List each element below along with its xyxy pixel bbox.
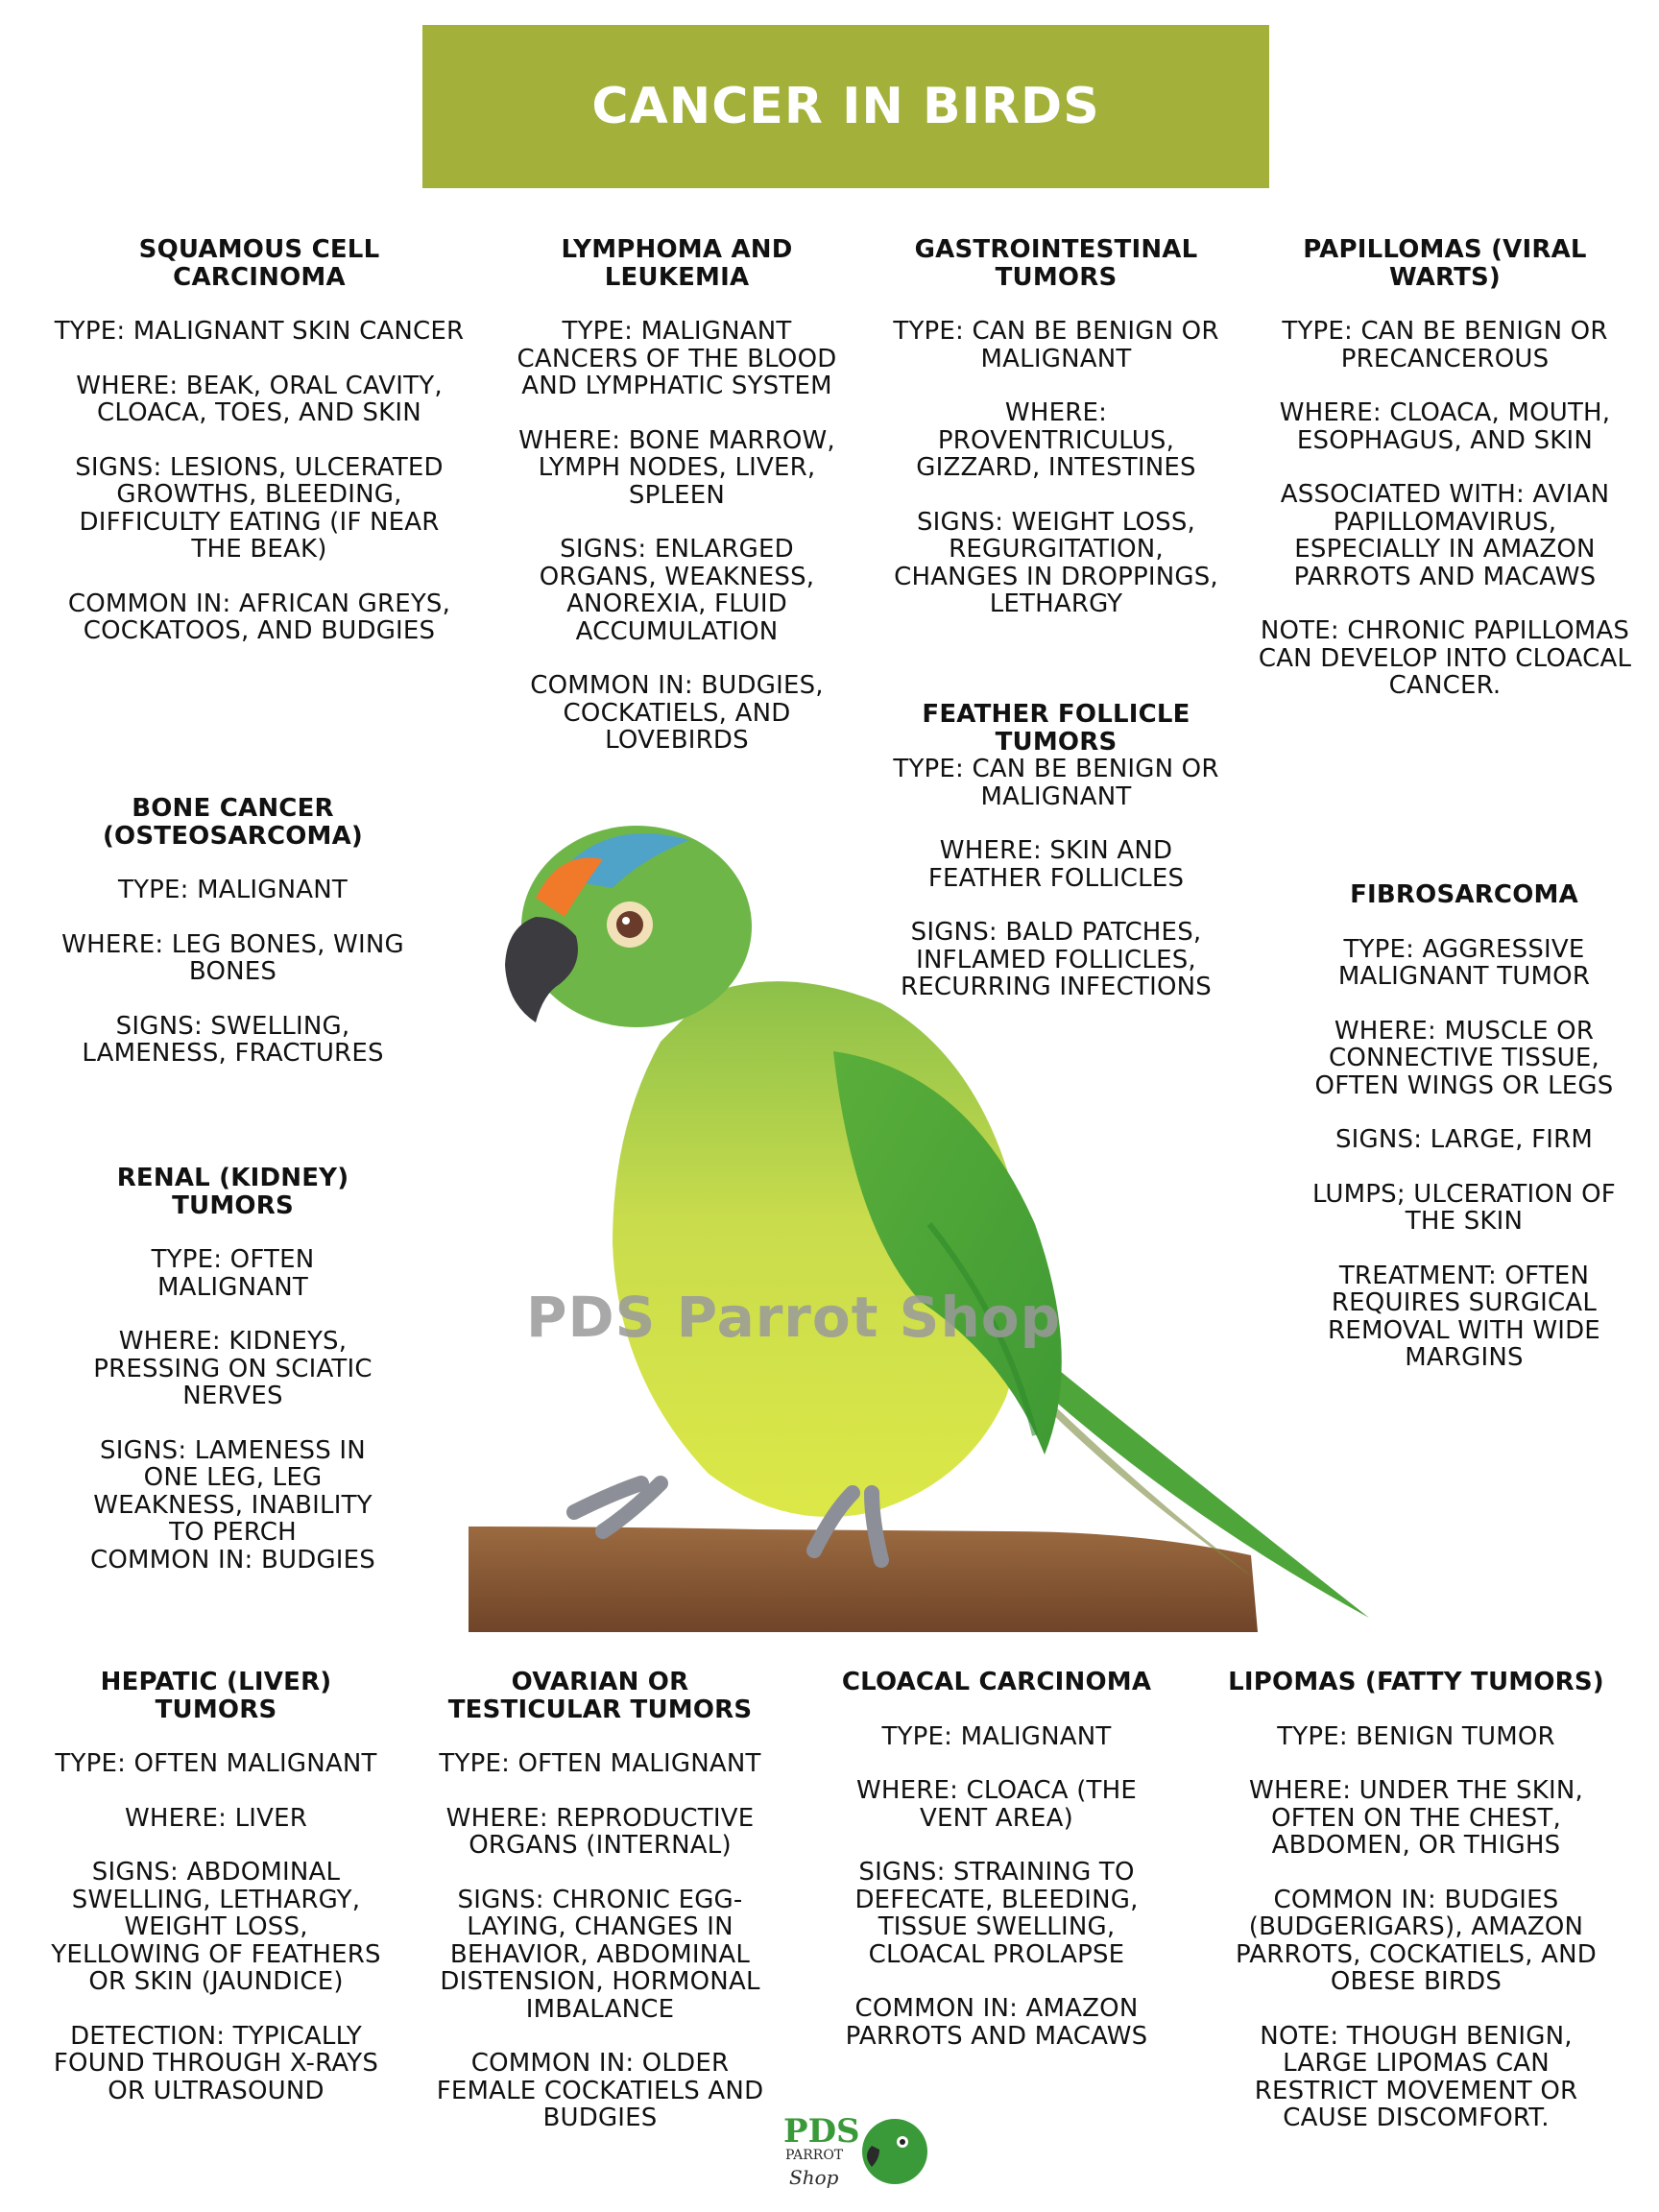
common-text: COMMON IN: BUDGIES, COCKATIELS, AND LOVEBIRDS [530,671,824,755]
section-title: FEATHER FOLLICLE TUMORS [922,700,1190,757]
common-text: COMMON IN: BUDGIES (BUDGERIGARS), AMAZON PARROTS, COCKATIELS, AND OBESE BIRDS [1236,1885,1597,1996]
title-banner [422,25,1269,188]
eye [616,911,643,938]
logo-main-text: PDS [783,2112,860,2151]
where-text: WHERE: PROVENTRICULUS, GIZZARD, INTESTINES [916,398,1196,482]
where-text: WHERE: LEG BONES, WING BONES [61,929,404,986]
where-text: WHERE: MUSCLE OR CONNECTIVE TISSUE, OFTEN WINGS OR LEGS [1314,1016,1614,1100]
section-title: BONE CANCER (OSTEOSARCOMA) [102,794,364,851]
type-text: TYPE: OFTEN MALIGNANT [151,1245,315,1302]
where-text: WHERE: UNDER THE SKIN, OFTEN ON THE CHEST, ABDOMEN, OR THIGHS [1249,1776,1583,1860]
common-text: COMMON IN: AMAZON PARROTS AND MACAWS [845,1994,1148,2051]
type-text: TYPE: MALIGNANT [118,876,348,904]
where-text: WHERE: BONE MARROW, LYMPH NODES, LIVER, SPLEEN [518,425,835,510]
type-text: TYPE: OFTEN MALIGNANT [55,1749,377,1778]
watermark-text: PDS Parrot Shop [526,1285,1062,1350]
section-title: FIBROSARCOMA [1350,880,1578,909]
section-title: LYMPHOMA AND LEUKEMIA [561,235,793,292]
detection-text: DETECTION: TYPICALLY FOUND THROUGH X-RAYS OR ULTRASOUND [53,2021,379,2105]
treatment-text: TREATMENT: OFTEN REQUIRES SURGICAL REMOVAL WITH WIDE MARGINS [1328,1261,1600,1372]
signs-text: SIGNS: BALD PATCHES, INFLAMED FOLLICLES, RECURRING INFECTIONS [901,918,1212,1001]
signs-text: SIGNS: ENLARGED ORGANS, WEAKNESS, ANOREXIA, FLUID ACCUMULATION [539,535,815,646]
section-papillomas [1258,236,1632,700]
section-lymphoma-leukemia [509,236,845,755]
signs-text: SIGNS: ABDOMINAL SWELLING, LETHARGY, WEIGHT LOSS, YELLOWING OF FEATHERS OR SKIN (JAUNDICE) [51,1858,381,1996]
section-title: SQUAMOUS CELL CARCINOMA [138,235,380,292]
section-title: OVARIAN OR TESTICULAR TUMORS [447,1668,753,1724]
note-text: NOTE: THOUGH BENIGN, LARGE LIPOMAS CAN RESTRICT MOVEMENT OR CAUSE DISCOMFORT. [1254,2021,1578,2132]
where-text: WHERE: CLOACA, MOUTH, ESOPHAGUS, AND SKIN [1279,398,1611,455]
section-title: LIPOMAS (FATTY TUMORS) [1228,1668,1604,1696]
section-title: RENAL (KIDNEY) TUMORS [116,1164,349,1220]
signs-text: SIGNS: STRAINING TO DEFECATE, BLEEDING, TISSUE SWELLING, CLOACAL PROLAPSE [854,1858,1139,1969]
type-text: TYPE: MALIGNANT SKIN CANCER [54,317,465,346]
common-text: COMMON IN: OLDER FEMALE COCKATIELS AND BUDGIES [436,2049,764,2132]
section-title: PAPILLOMAS (VIRAL WARTS) [1303,235,1587,292]
section-squamous-cell-carcinoma [53,236,466,645]
type-text: TYPE: CAN BE BENIGN OR MALIGNANT [893,317,1219,373]
common-text: COMMON IN: BUDGIES [89,1545,376,1575]
where-text: WHERE: CLOACA (THE VENT AREA) [855,1776,1138,1833]
logo-sub-text: PARROT [785,2148,844,2163]
section-title: HEPATIC (LIVER) TUMORS [100,1668,332,1724]
where-text: WHERE: SKIN AND FEATHER FOLLICLES [927,836,1185,893]
section-bone-cancer [53,795,413,1068]
signs-text: SIGNS: WEIGHT LOSS, REGURGITATION, CHANGES IN DROPPINGS, LETHARGY [894,507,1218,618]
section-hepatic-tumors [48,1669,384,2104]
where-text: WHERE: REPRODUCTIVE ORGANS (INTERNAL) [445,1803,755,1860]
section-lipomas [1224,1669,1608,2132]
signs-text: SIGNS: CHRONIC EGG-LAYING, CHANGES IN BEHAVIOR, ABDOMINAL DISTENSION, HORMONAL IMBALANCE [440,1885,760,2024]
type-text: TYPE: AGGRESSIVE MALIGNANT TUMOR [1337,934,1591,991]
type-text: TYPE: OFTEN MALIGNANT [439,1749,761,1778]
type-text: TYPE: MALIGNANT [881,1721,1112,1751]
pds-parrot-shop-logo [780,2107,929,2196]
signs-text: SIGNS: LESIONS, ULCERATED GROWTHS, BLEEDING, DIFFICULTY EATING (IF NEAR THE BEAK) [75,452,444,564]
logo-script-text: Shop [789,2166,839,2189]
type-text: TYPE: CAN BE BENIGN OR MALIGNANT [893,755,1219,811]
signs-text: SIGNS: LAMENESS IN ONE LEG, LEG WEAKNESS, INABILITY TO PERCH [93,1435,373,1547]
note-text: NOTE: CHRONIC PAPILLOMAS CAN DEVELOP INTO CLOACAL CANCER. [1258,616,1632,700]
parrot-photo [469,821,1390,1632]
type-text: TYPE: BENIGN TUMOR [1277,1721,1555,1751]
common-text: COMMON IN: AFRICAN GREYS, COCKATOOS, AND BUDGIES [67,589,451,645]
section-title: GASTROINTESTINAL TUMORS [914,235,1198,292]
page-title: CANCER IN BIRDS [591,78,1100,135]
type-text: TYPE: CAN BE BENIGN OR PRECANCEROUS [1282,317,1608,373]
section-ovarian-testicular-tumors [427,1669,773,2132]
section-renal-tumors [72,1165,394,1574]
perch [469,1527,1258,1632]
section-cloacal-carcinoma [833,1669,1160,2050]
associated-text: ASSOCIATED WITH: AVIAN PAPILLOMAVIRUS, ESPECIALLY IN AMAZON PARROTS AND MACAWS [1280,480,1610,591]
section-gastrointestinal-tumors [883,236,1229,618]
signs-continued-text: LUMPS; ULCERATION OF THE SKIN [1312,1179,1616,1236]
where-text: WHERE: LIVER [124,1803,308,1833]
section-title: CLOACAL CARCINOMA [841,1668,1152,1696]
where-text: WHERE: KIDNEYS, PRESSING ON SCIATIC NERVES [93,1327,373,1410]
signs-text: SIGNS: SWELLING, LAMENESS, FRACTURES [82,1011,384,1068]
where-text: WHERE: BEAK, ORAL CAVITY, CLOACA, TOES, AND SKIN [76,371,443,427]
signs-text: SIGNS: LARGE, FIRM [1334,1125,1594,1154]
type-text: TYPE: MALIGNANT CANCERS OF THE BLOOD AND LYMPHATIC SYSTEM [517,317,837,400]
